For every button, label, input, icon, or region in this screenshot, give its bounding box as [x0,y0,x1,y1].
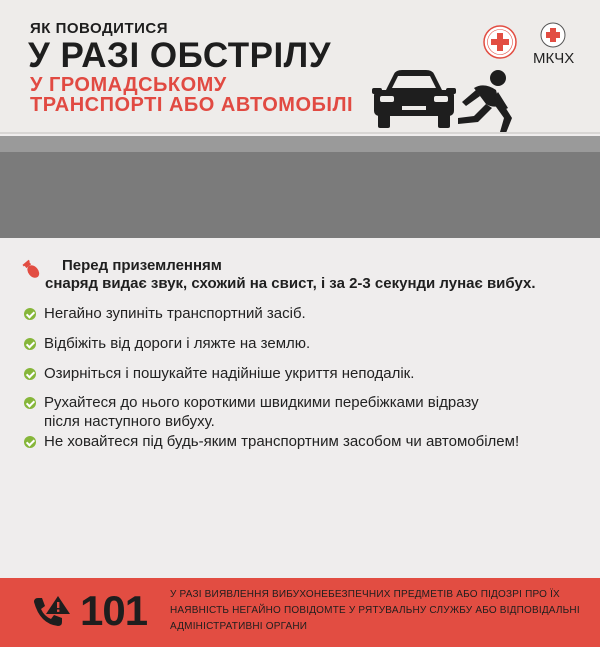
icrc-logo-icon [540,22,566,48]
instruction-item: Не ховайтеся під будь-яким транспортним засобом чи автомобілем! [44,433,520,450]
check-icon [24,308,36,320]
instruction-item: Відбіжіть від дороги і ляжте на землю. [44,335,311,352]
warning-line-2: снаряд видає звук, схожий на свист, і за 2-3 секунди лунає вибух. [45,275,536,292]
instruction-item: Озирніться і пошукайте надійніше укриття неподалік. [44,365,415,382]
icrc-abbreviation: МКЧХ [533,50,575,67]
pre-title: ЯК ПОВОДИТИСЯ [30,20,169,37]
warning-line-1: Перед приземленням [62,257,222,274]
footer-text-line-2: НАЯВНІСТЬ НЕГАЙНО ПОВІДОМТЕ У РЯТУВАЛЬНУ СЛУЖБУ АБО ВІДПОВІДАЛЬНІ [170,605,580,616]
check-icon [24,397,36,409]
instruction-item: Негайно зупиніть транспортний засіб. [44,305,306,322]
phone-warning-icon [30,594,72,630]
road-band [0,136,600,238]
red-cross-ukraine-logo-icon [483,25,517,59]
emergency-number: 101 [80,587,148,634]
check-icon [24,436,36,448]
footer-text-line-3: АДМІНІСТРАТИВНІ ОРГАНИ [170,621,308,632]
subtitle-line-1: У ГРОМАДСЬКОМУ [30,74,227,96]
subtitle-line-2: ТРАНСПОРТІ АБО АВТОМОБІЛІ [30,94,354,116]
instruction-item-continued: після наступного вибуху. [44,413,215,430]
bomb-icon [20,258,44,282]
running-person-icon [452,68,520,136]
check-icon [24,368,36,380]
page-title: У РАЗІ ОБСТРІЛУ [28,36,332,75]
footer-text-line-1: У РАЗІ ВИЯВЛЕННЯ ВИБУХОНЕБЕЗПЕЧНИХ ПРЕДМЕТІВ АБО ПІДОЗРІ ПРО ЇХ [170,589,560,600]
instruction-item: Рухайтеся до нього короткими швидкими перебіжками відразу [44,394,479,411]
car-icon [368,66,460,132]
check-icon [24,338,36,350]
road-edge [0,132,600,134]
